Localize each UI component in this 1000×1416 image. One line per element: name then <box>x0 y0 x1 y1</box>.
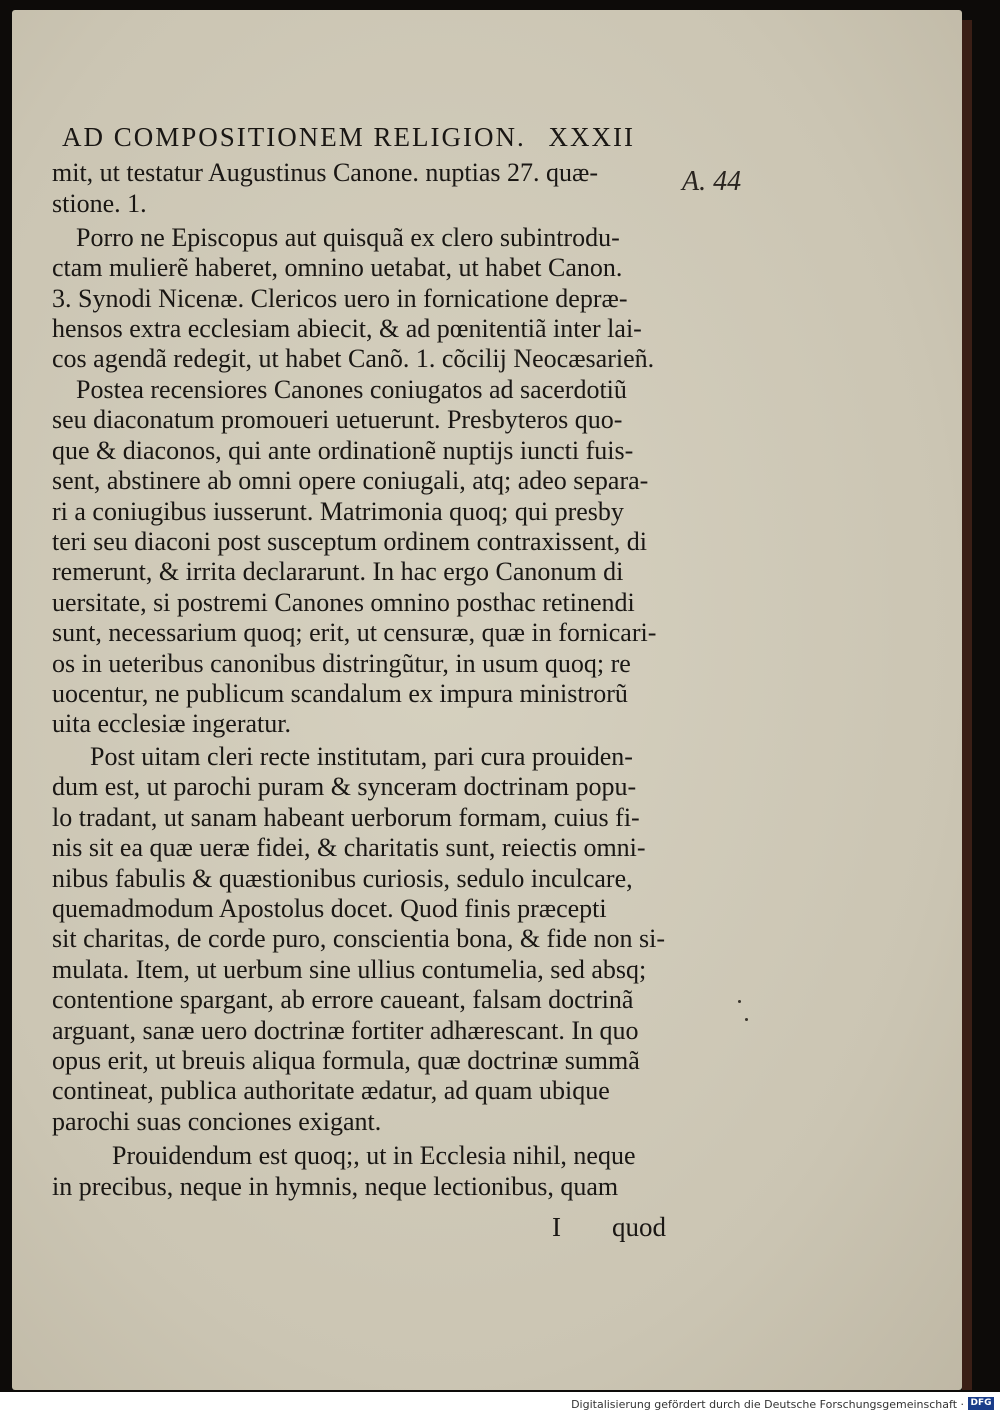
text-line: os in ueteribus canonibus distringũtur, in usum quoq; re <box>52 649 631 678</box>
text-line: lo tradant, ut sanam habeant uerborum formam, cuius fi- <box>52 803 640 832</box>
folio-number: XXXII <box>548 122 635 152</box>
text-line: nis sit ea quæ ueræ fidei, & charitatis sunt, reiectis omni- <box>52 833 646 862</box>
catchword: quod <box>612 1212 666 1242</box>
text-line: uita ecclesiæ ingeratur. <box>52 709 291 738</box>
text-line: ri a coniugibus iusserunt. Matrimonia quoq; qui presby <box>52 497 624 526</box>
text-line: ctam mulierẽ haberet, omnino uetabat, ut habet Canon. <box>52 253 623 282</box>
text-line: arguant, sanæ uero doctrinæ fortiter adhærescant. In quo <box>52 1016 639 1045</box>
text-line: contentione spargant, ab errore caueant, falsam doctrinã <box>52 985 634 1014</box>
paper-speck <box>738 1000 741 1003</box>
marginal-note: A. 44 <box>682 166 742 197</box>
text-line: uocentur, ne publicum scandalum ex impura ministrorũ <box>52 679 628 708</box>
text-line: cos agendã redegit, ut habet Canõ. 1. cõcilij Neocæsarieñ. <box>52 344 655 373</box>
text-line: stione. 1. <box>52 189 147 218</box>
text-line: Post uitam cleri recte institutam, pari cura prouiden- <box>90 742 633 771</box>
text-line: Postea recensiores Canones coniugatos ad sacerdotiũ <box>76 375 627 404</box>
text-line: sunt, necessarium quoq; erit, ut censuræ, quæ in fornicari- <box>52 618 657 647</box>
text-line: sit charitas, de corde puro, conscientia bona, & fide non si- <box>52 924 665 953</box>
text-line: uersitate, si postremi Canones omnino posthac retinendi <box>52 588 635 617</box>
text-line: Prouidendum est quoq;, ut in Ecclesia nihil, neque <box>112 1141 636 1170</box>
running-head-title: AD COMPOSITIONEM RELIGION. <box>62 122 526 152</box>
text-line: mit, ut testatur Augustinus Canone. nuptias 27. quæ- <box>52 158 598 187</box>
text-line: que & diaconos, qui ante ordinationẽ nuptijs iuncti fuis- <box>52 436 634 465</box>
text-line: opus erit, ut breuis aliqua formula, quæ doctrinæ summã <box>52 1046 640 1075</box>
text-line: hensos extra ecclesiam abiecit, & ad pœnitentiã inter lai- <box>52 314 642 343</box>
signature-mark: I <box>552 1212 561 1242</box>
text-line: 3. Synodi Nicenæ. Clericos uero in fornicatione depræ- <box>52 284 628 313</box>
text-line: parochi suas conciones exigant. <box>52 1107 382 1136</box>
paper-speck <box>745 1018 748 1021</box>
text-line: Porro ne Episcopus aut quisquã ex clero subintrodu- <box>76 223 620 252</box>
text-line: contineat, publica authoritate ædatur, ad quam ubique <box>52 1076 610 1105</box>
text-line: nibus fabulis & quæstionibus curiosis, sedulo inculcare, <box>52 864 633 893</box>
running-head <box>62 122 692 153</box>
text-line: quemadmodum Apostolus docet. Quod finis præcepti <box>52 894 607 923</box>
text-line: teri seu diaconi post susceptum ordinem contraxissent, di <box>52 527 647 556</box>
text-line: remerunt, & irrita declararunt. In hac ergo Canonum di <box>52 557 624 586</box>
footer-credit: Digitalisierung gefördert durch die Deutsche Forschungsgemeinschaft · <box>571 1398 964 1411</box>
text-line: dum est, ut parochi puram & synceram doctrinam popu- <box>52 772 637 801</box>
page-edge <box>962 20 972 1390</box>
dfg-logo-icon: DFG <box>968 1397 994 1410</box>
text-line: in precibus, neque in hymnis, neque lectionibus, quam <box>52 1172 619 1201</box>
text-line: sent, abstinere ab omni opere coniugali, atq; adeo separa- <box>52 466 649 495</box>
text-line: seu diaconatum promoueri uetuerunt. Presbyteros quo- <box>52 405 623 434</box>
text-line: mulata. Item, ut uerbum sine ullius contumelia, sed absq; <box>52 955 647 984</box>
